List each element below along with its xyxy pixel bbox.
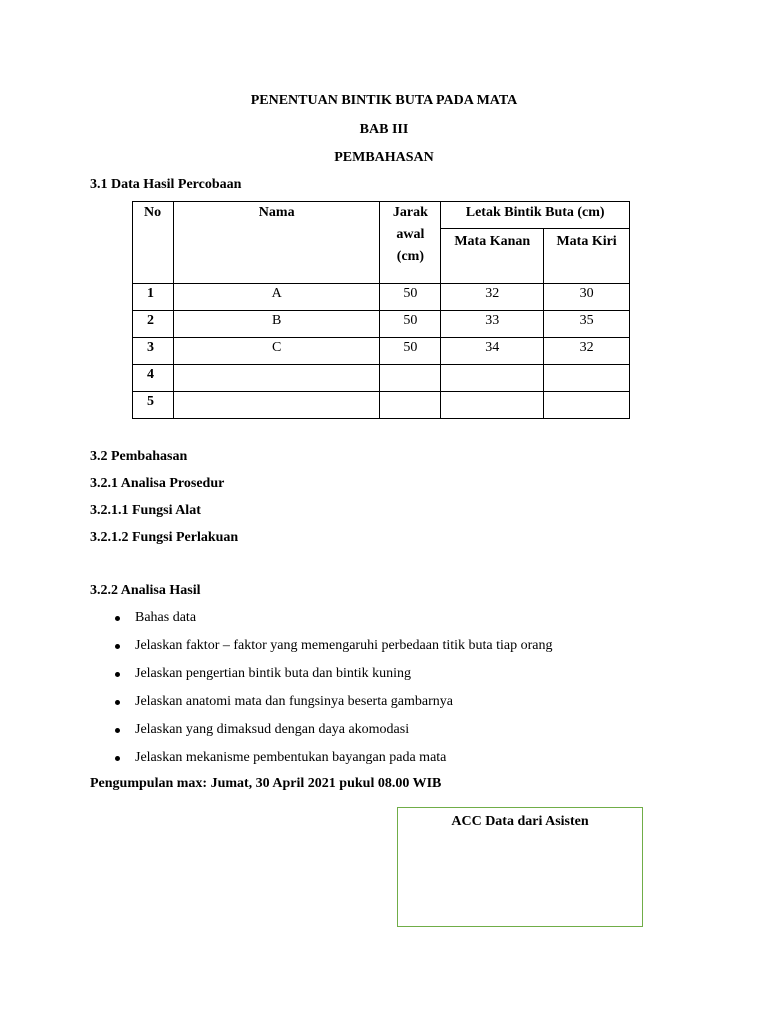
list-item-text: Jelaskan pengertian bintik buta dan bintik kuning: [135, 666, 412, 681]
list-item-text: Jelaskan mekanisme pembentukan bayangan pada mata: [135, 750, 447, 765]
list-item: [112, 632, 712, 660]
table-header-row: [133, 202, 630, 229]
list-item-text: Bahas data: [135, 610, 197, 625]
cell-no: 3: [133, 338, 174, 365]
cell-kiri: 32: [544, 338, 630, 365]
header-nama: Nama: [173, 202, 379, 284]
cell-no: 2: [133, 311, 174, 338]
heading-3-2: 3.2 Pembahasan: [90, 449, 188, 464]
cell-jarak: 50: [380, 311, 441, 338]
list-item-text: Jelaskan yang dimaksud dengan daya akomodasi: [135, 722, 410, 737]
heading-3-2-1-2: 3.2.1.2 Fungsi Perlakuan: [90, 530, 239, 545]
cell-kanan: 32: [441, 284, 544, 311]
table-row: [133, 338, 630, 365]
bullet-icon: [115, 728, 120, 733]
header-jarak-line3: (cm): [396, 249, 424, 264]
bullet-icon: [115, 756, 120, 761]
cell-jarak: 50: [380, 338, 441, 365]
header-jarak-line1: Jarak: [392, 205, 428, 220]
cell-kanan: 33: [441, 311, 544, 338]
heading-3-1: 3.1 Data Hasil Percobaan: [90, 177, 242, 192]
chapter-label: BAB III: [359, 122, 409, 137]
cell-nama: A: [173, 284, 379, 311]
cell-jarak: 50: [380, 284, 441, 311]
list-item: [112, 660, 712, 688]
cell-nama: B: [173, 311, 379, 338]
list-item-text: Jelaskan faktor – faktor yang memengaruhi perbedaan titik buta tiap orang: [135, 638, 553, 653]
section-title: PEMBAHASAN: [334, 150, 434, 165]
cell-nama: [173, 392, 379, 419]
document-title: PENENTUAN BINTIK BUTA PADA MATA: [250, 93, 518, 108]
heading-3-2-2: 3.2.2 Analisa Hasil: [90, 583, 201, 598]
list-item: [112, 688, 712, 716]
bullet-icon: [115, 616, 120, 621]
list-item: [112, 604, 712, 632]
list-item-text: Jelaskan anatomi mata dan fungsinya beserta gambarnya: [135, 694, 453, 709]
data-table: [132, 201, 630, 419]
cell-kiri: 30: [544, 284, 630, 311]
cell-nama: [173, 365, 379, 392]
deadline-note: Pengumpulan max: Jumat, 30 April 2021 pukul 08.00 WIB: [90, 776, 442, 791]
bullet-icon: [115, 672, 120, 677]
header-no: No: [133, 202, 174, 284]
cell-kiri: [544, 392, 630, 419]
table-row: [133, 284, 630, 311]
cell-jarak: [380, 365, 441, 392]
cell-jarak: [380, 392, 441, 419]
acc-approval-box: [397, 807, 643, 927]
table-row: [133, 311, 630, 338]
header-mata-kanan: Mata Kanan: [441, 229, 544, 284]
cell-no: 1: [133, 284, 174, 311]
table-row: [133, 392, 630, 419]
bullet-icon: [115, 644, 120, 649]
heading-3-2-1-1: 3.2.1.1 Fungsi Alat: [90, 503, 201, 518]
cell-no: 4: [133, 365, 174, 392]
acc-box-title: ACC Data dari Asisten: [451, 814, 589, 829]
header-mata-kiri: Mata Kiri: [544, 229, 630, 284]
header-jarak: [380, 202, 441, 284]
cell-no: 5: [133, 392, 174, 419]
heading-3-2-1: 3.2.1 Analisa Prosedur: [90, 476, 225, 491]
cell-kanan: [441, 392, 544, 419]
cell-kiri: [544, 365, 630, 392]
header-jarak-line2: awal: [396, 227, 425, 242]
cell-kanan: [441, 365, 544, 392]
table-row: [133, 365, 630, 392]
analysis-bullet-list: [112, 604, 712, 772]
cell-nama: C: [173, 338, 379, 365]
list-item: [112, 744, 712, 772]
cell-kanan: 34: [441, 338, 544, 365]
bullet-icon: [115, 700, 120, 705]
list-item: [112, 716, 712, 744]
header-letak: Letak Bintik Buta (cm): [441, 202, 630, 229]
cell-kiri: 35: [544, 311, 630, 338]
